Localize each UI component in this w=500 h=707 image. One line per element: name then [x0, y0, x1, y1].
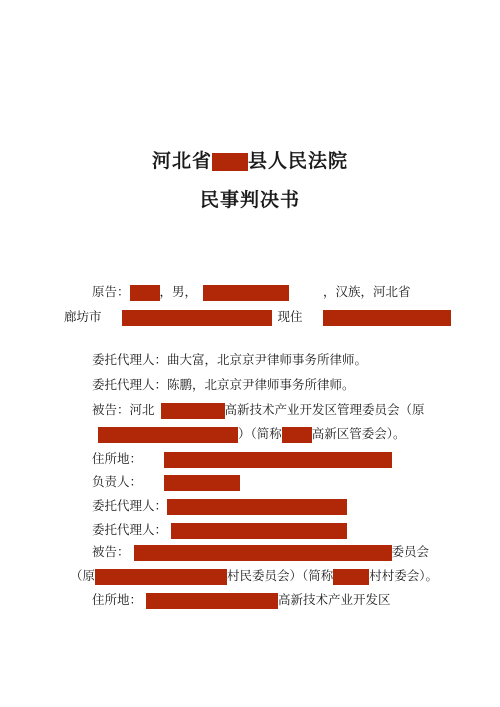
defendant2-open: （原 — [70, 568, 96, 583]
redaction — [95, 569, 227, 585]
redaction — [323, 310, 451, 326]
redaction — [134, 545, 392, 561]
defendant2-line — [92, 544, 429, 561]
head-label: 负责人： — [92, 474, 143, 489]
defendant1-text: 高新技术产业开发区管理委员会（原 — [224, 402, 425, 417]
defendant1-short-name: 高新区管委会）。 — [311, 426, 406, 441]
defendant2-label: 被告： — [92, 544, 130, 559]
redaction — [122, 310, 272, 326]
defendant1-alias: ）（简称 — [238, 426, 282, 441]
defendant1-alias-line — [98, 426, 406, 443]
agent-label: 委托代理人： — [92, 498, 168, 513]
court-name-prefix: 河北省 — [151, 150, 212, 172]
agent-label: 委托代理人： — [92, 522, 168, 537]
defendant1-address-line — [92, 451, 392, 468]
address-label: 住所地： — [92, 451, 143, 466]
redaction — [171, 523, 347, 539]
defendant1-agent-line-2 — [92, 522, 347, 539]
defendant2-short-name: 村村委会）。 — [369, 568, 439, 583]
redaction — [130, 285, 160, 301]
redaction — [203, 285, 289, 301]
plaintiff-label: 原告： — [92, 284, 130, 299]
redaction — [333, 569, 369, 585]
plaintiff-agent-2: 委托代理人：陈鹏，北京京尹律师事务所律师。 — [92, 377, 355, 392]
redaction — [212, 153, 248, 171]
defendant2-alias: 村民委员会）（简称 — [227, 568, 334, 583]
defendant1-line — [92, 402, 425, 419]
plaintiff-residence-label: 现住 — [277, 309, 303, 324]
redaction — [167, 499, 347, 515]
address-label: 住所地： — [92, 592, 143, 607]
defendant1-agent-line-1 — [92, 498, 347, 515]
defendant2-alias-line — [70, 568, 438, 585]
court-name-suffix: 县人民法院 — [248, 150, 349, 172]
court-name — [0, 146, 500, 173]
plaintiff-residence-line — [64, 309, 451, 326]
redaction — [146, 593, 278, 609]
defendant1-label: 被告：河北 — [92, 402, 155, 417]
redaction — [164, 452, 392, 468]
plaintiff-ethnicity: ，汉族，河北省 — [323, 284, 411, 299]
document-title: 民事判决书 — [199, 189, 300, 211]
defendant2-text: 委员会 — [391, 544, 430, 559]
plaintiff-gender: ，男， — [159, 284, 198, 299]
redaction — [161, 403, 225, 419]
redaction — [282, 427, 312, 443]
redaction — [164, 475, 240, 491]
plaintiff-line — [92, 284, 411, 301]
defendant1-head-line — [92, 474, 240, 491]
defendant2-address-line — [92, 592, 391, 609]
defendant2-address-suffix: 高新技术产业开发区 — [278, 592, 391, 607]
redaction — [98, 427, 238, 443]
plaintiff-agent-1: 委托代理人：曲大富，北京京尹律师事务所律师。 — [92, 352, 368, 367]
plaintiff-city: 廊坊市 — [64, 309, 102, 324]
